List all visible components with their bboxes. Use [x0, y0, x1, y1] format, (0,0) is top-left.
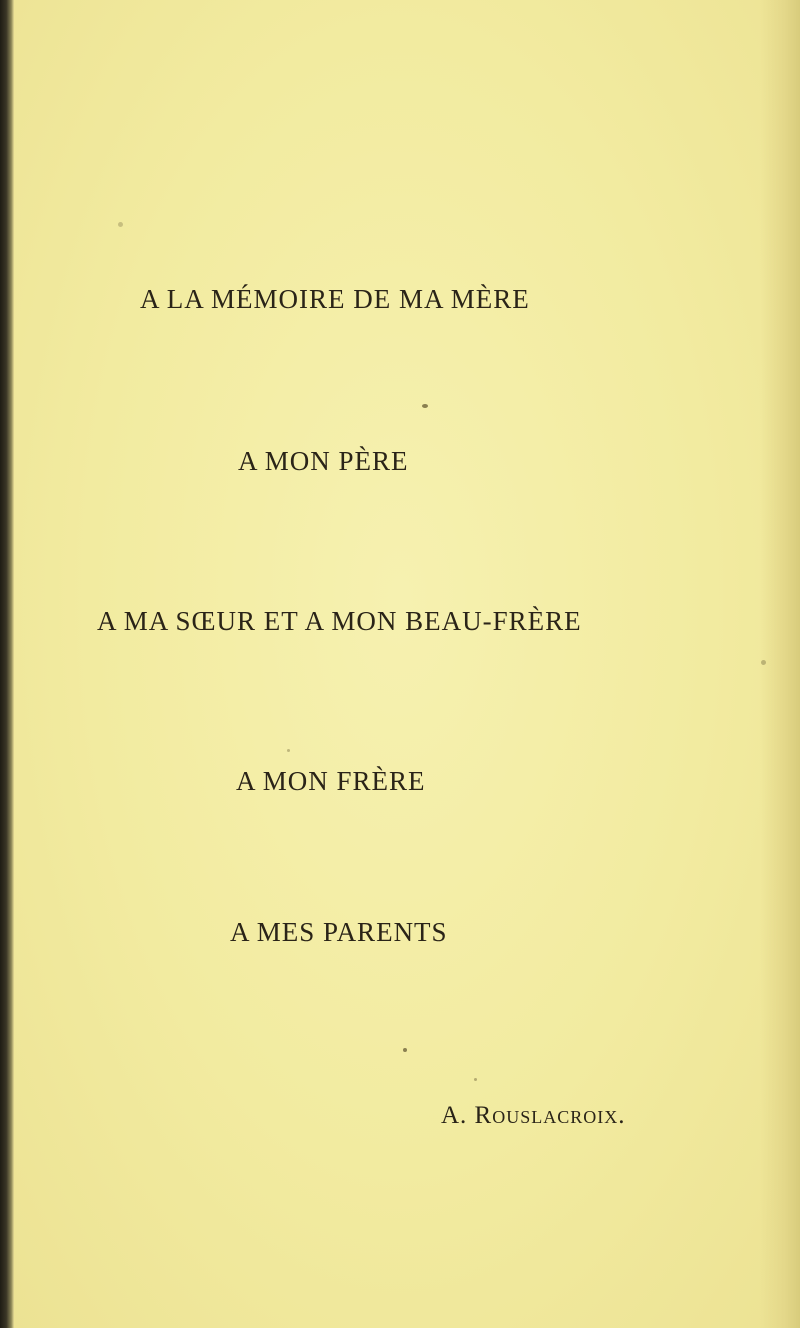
- page-edge-shadow: [760, 0, 800, 1328]
- author-signature: A. Rouslacroix.: [441, 1102, 626, 1129]
- paper-speck: [118, 222, 123, 227]
- dedication-line-mother: A LA MÉMOIRE DE MA MÈRE: [140, 284, 530, 314]
- book-spine-shadow: [0, 0, 14, 1328]
- dedication-line-sister: A MA SŒUR ET A MON BEAU-FRÈRE: [97, 606, 582, 636]
- dedication-line-brother: A MON FRÈRE: [236, 766, 426, 796]
- paper-speck: [474, 1078, 477, 1081]
- paper-speck: [287, 749, 290, 752]
- paper-speck: [403, 1048, 407, 1052]
- paper-speck: [422, 404, 428, 408]
- dedication-line-father: A MON PÈRE: [238, 446, 409, 476]
- dedication-line-parents: A MES PARENTS: [230, 917, 448, 947]
- paper-speck: [761, 660, 766, 665]
